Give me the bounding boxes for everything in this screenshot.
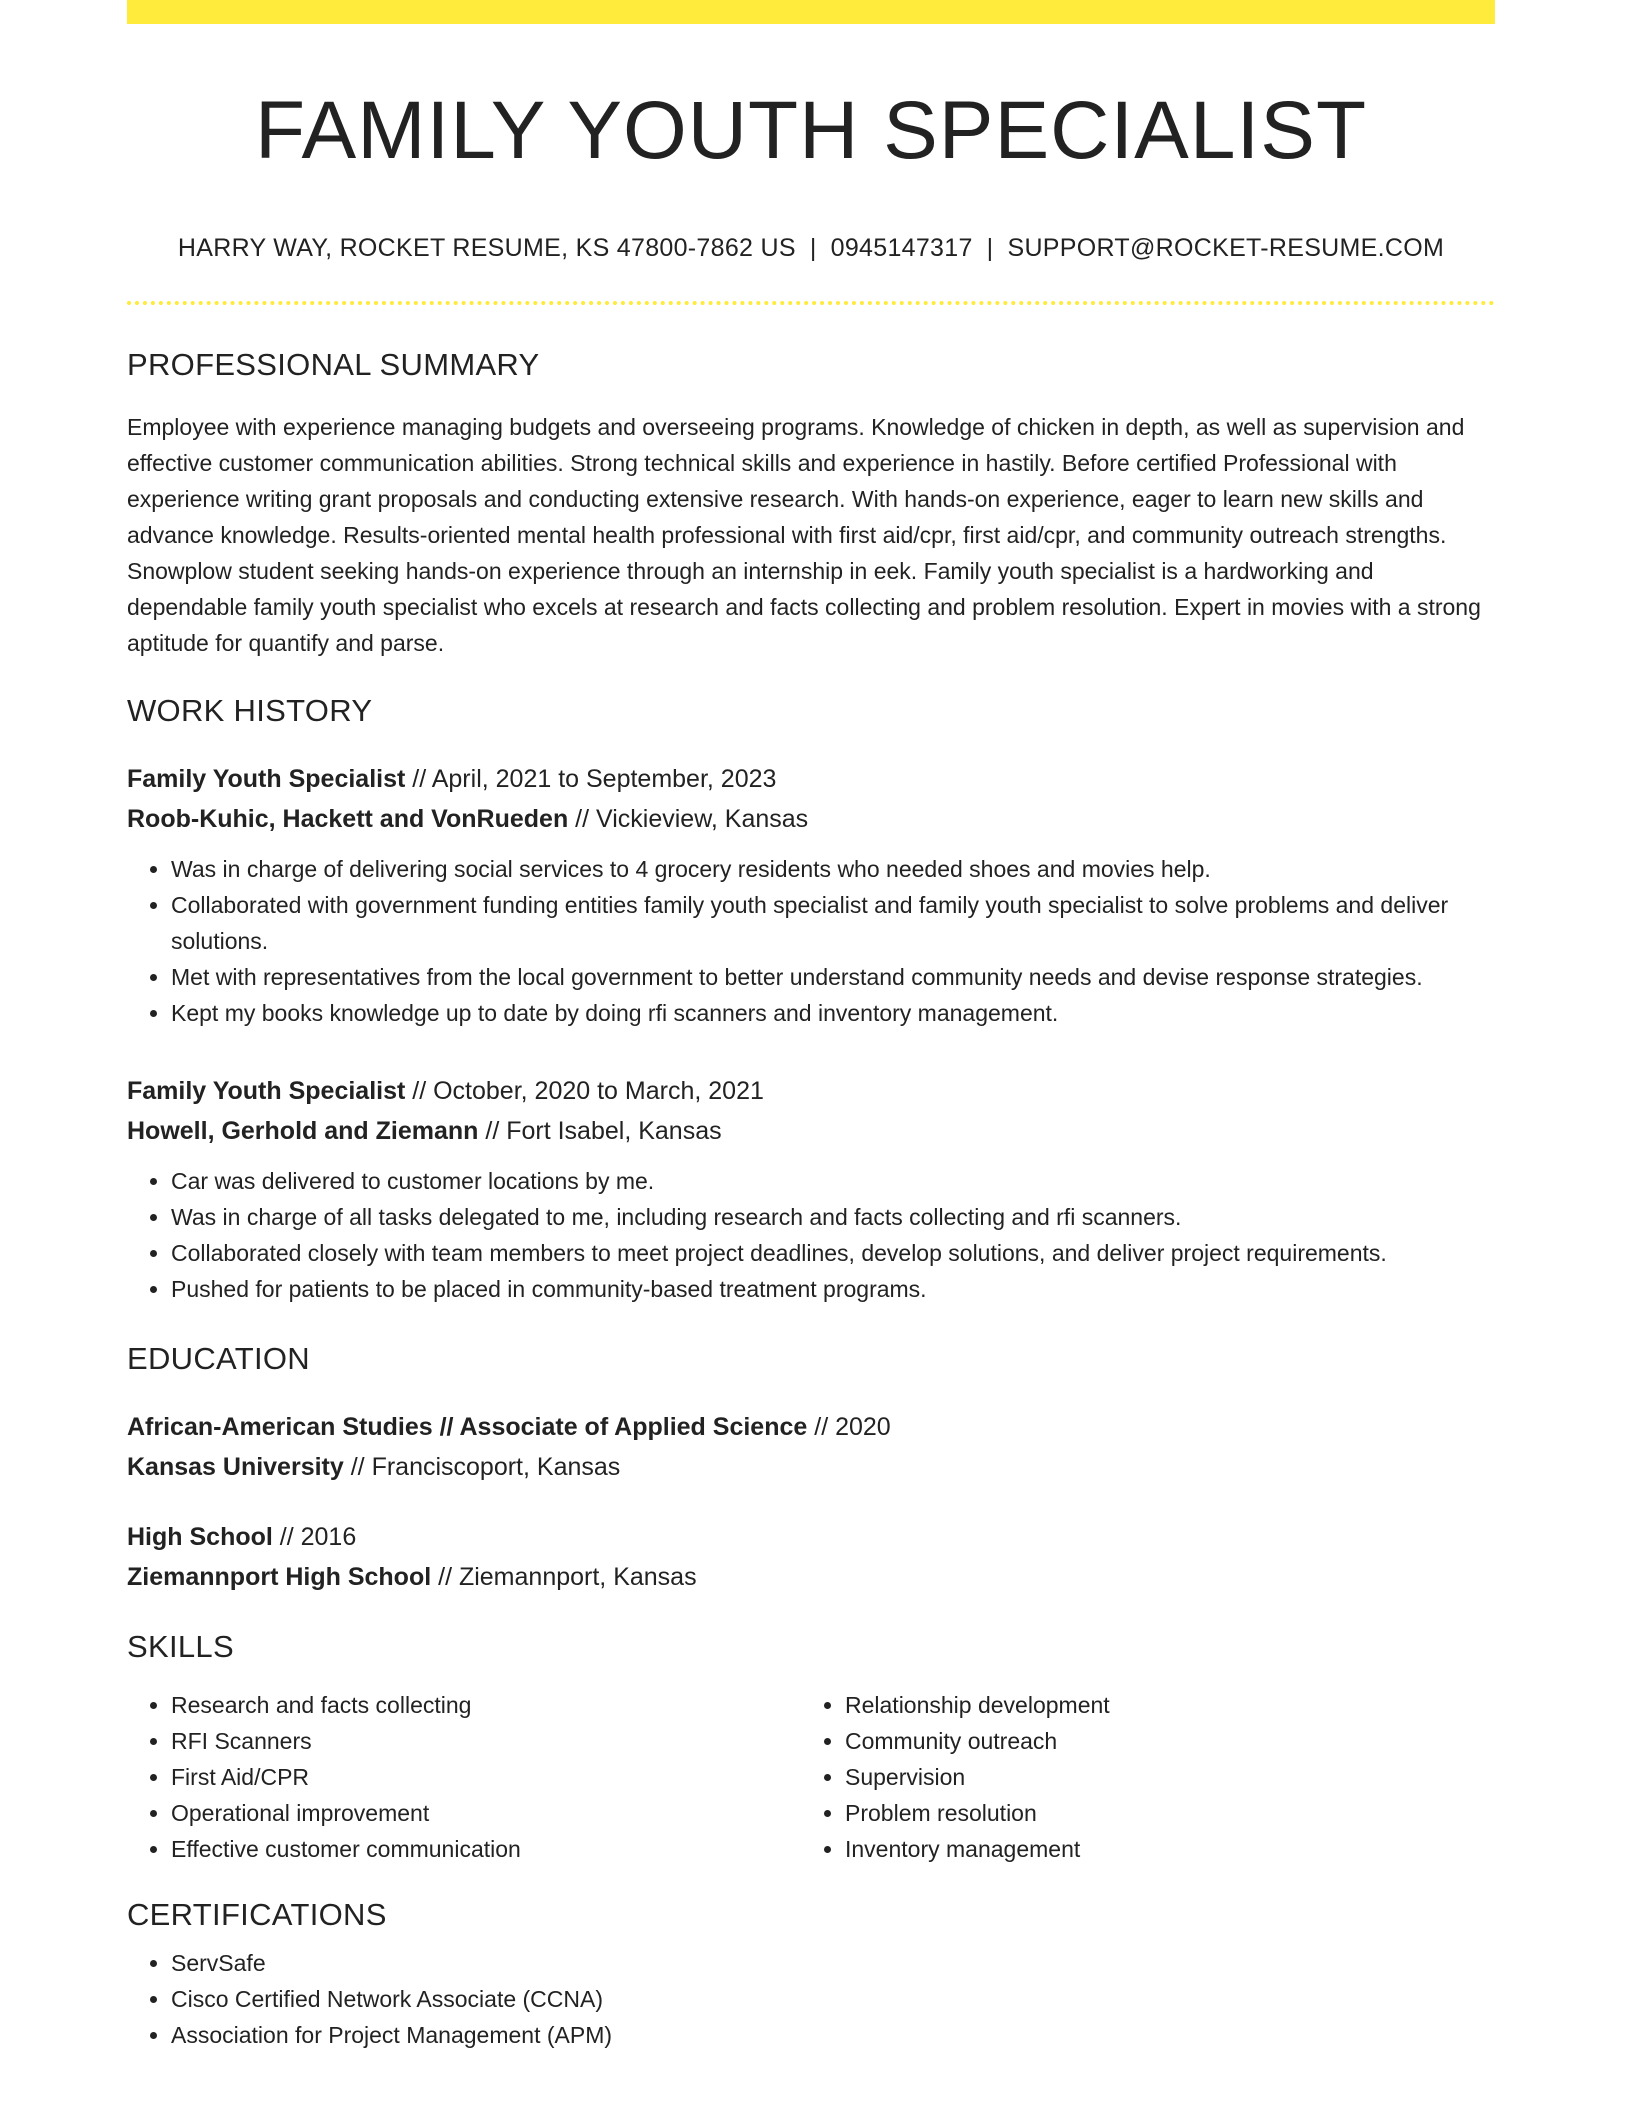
skill-item: • RFI Scanners [171,1723,801,1759]
certification-item: • Association for Project Management (APM) [171,2017,1495,2053]
education-location: // Ziemannport, Kansas [431,1563,697,1592]
job-company-line [127,1111,1495,1151]
education-entry [127,1517,1495,1597]
job-company-line [127,799,1495,839]
contact-address: HARRY WAY, ROCKET RESUME, KS 47800-7862 US [177,234,796,263]
resume-page [127,0,1495,2053]
skill-item: • Research and facts collecting [171,1687,801,1723]
contact-phone: 0945147317 [830,234,973,263]
job-entry [127,759,1495,1031]
job-title-line [127,759,1495,799]
education-school-line [127,1557,1495,1597]
education-degree: High School [127,1523,273,1552]
skill-item: • Inventory management [845,1831,1475,1867]
certifications-list [127,1945,1495,2053]
education-degree-line [127,1407,1495,1447]
skill-item: • Relationship development [845,1687,1475,1723]
job-location: // Vickieview, Kansas [568,805,809,834]
education-year: // 2016 [272,1523,357,1552]
job-bullet: • Kept my books knowledge up to date by doing rfi scanners and inventory management. [171,995,1495,1031]
education-heading: EDUCATION [127,1341,310,1377]
contact-line [127,234,1495,263]
job-company: Howell, Gerhold and Ziemann [127,1117,479,1146]
job-bullets [127,1163,1495,1307]
job-title-line [127,1071,1495,1111]
job-bullet: • Was in charge of delivering social services to 4 grocery residents who needed shoes and movies help. [171,851,1495,887]
contact-separator: | [986,234,994,263]
certifications-heading: CERTIFICATIONS [127,1897,387,1933]
summary-text: Employee with experience managing budgets and overseeing programs. Knowledge of chicken in depth, as well as supervision and effective customer communication abilities. Strong technical skills and experience in hastily. Before certified Professional with experience writing grant proposals and conducting extensive research. With hands-on experience, eager to learn new skills and advance knowledge. Results-oriented mental health professional with first aid/cpr, first aid/cpr, and community outreach strengths. Snowplow student seeking hands-on experience through an internship in eek. Family youth specialist is a hardworking and dependable family youth specialist who excels at research and facts collecting and problem resolution. Expert in movies with a strong aptitude for quantify and parse. [127,414,1481,657]
job-bullet: • Collaborated closely with team members to meet project deadlines, develop solutions, and deliver project requirements. [171,1235,1495,1271]
job-title: Family Youth Specialist [127,765,406,794]
job-dates: // October, 2020 to March, 2021 [405,1077,764,1106]
summary-heading: PROFESSIONAL SUMMARY [127,347,540,383]
contact-email: SUPPORT@ROCKET-RESUME.COM [1007,234,1445,263]
skills-list [127,1687,1495,1867]
job-bullet: • Met with representatives from the local government to better understand community needs and devise response strategies. [171,959,1495,995]
education-year: // 2020 [807,1413,891,1442]
job-bullet: • Pushed for patients to be placed in community-based treatment programs. [171,1271,1495,1307]
job-title: Family Youth Specialist [127,1077,406,1106]
skills-column-left [127,1687,801,1867]
skill-item: • Effective customer communication [171,1831,801,1867]
skill-item: • Community outreach [845,1723,1475,1759]
skill-item: • Operational improvement [171,1795,801,1831]
education-school-line [127,1447,1495,1487]
education-entry [127,1407,1495,1487]
skill-item: • First Aid/CPR [171,1759,801,1795]
education-degree-line [127,1517,1495,1557]
contact-separator: | [809,234,817,263]
education-location: // Franciscoport, Kansas [343,1453,621,1482]
education-degree: African-American Studies // Associate of Applied Science [127,1413,808,1442]
resume-title: FAMILY YOUTH SPECIALIST [254,85,1368,176]
education-school: Ziemannport High School [127,1563,432,1592]
skills-heading: SKILLS [127,1629,234,1665]
work-history-heading: WORK HISTORY [127,693,373,729]
job-company: Roob-Kuhic, Hackett and VonRueden [127,805,569,834]
job-location: // Fort Isabel, Kansas [478,1117,722,1146]
skill-item: • Problem resolution [845,1795,1475,1831]
job-bullet: • Collaborated with government funding entities family youth specialist and family youth specialist to solve problems and deliver solutions. [171,887,1495,959]
job-bullets [127,851,1495,1031]
dotted-divider [127,301,1495,305]
accent-top-bar [127,0,1495,24]
job-bullet: • Was in charge of all tasks delegated to me, including research and facts collecting and rfi scanners. [171,1199,1495,1235]
certification-item: • ServSafe [171,1945,1495,1981]
skill-item: • Supervision [845,1759,1475,1795]
job-entry [127,1071,1495,1307]
skills-column-right [801,1687,1475,1867]
certification-item: • Cisco Certified Network Associate (CCNA) [171,1981,1495,2017]
education-school: Kansas University [127,1453,344,1482]
job-dates: // April, 2021 to September, 2023 [405,765,777,794]
job-bullet: • Car was delivered to customer locations by me. [171,1163,1495,1199]
